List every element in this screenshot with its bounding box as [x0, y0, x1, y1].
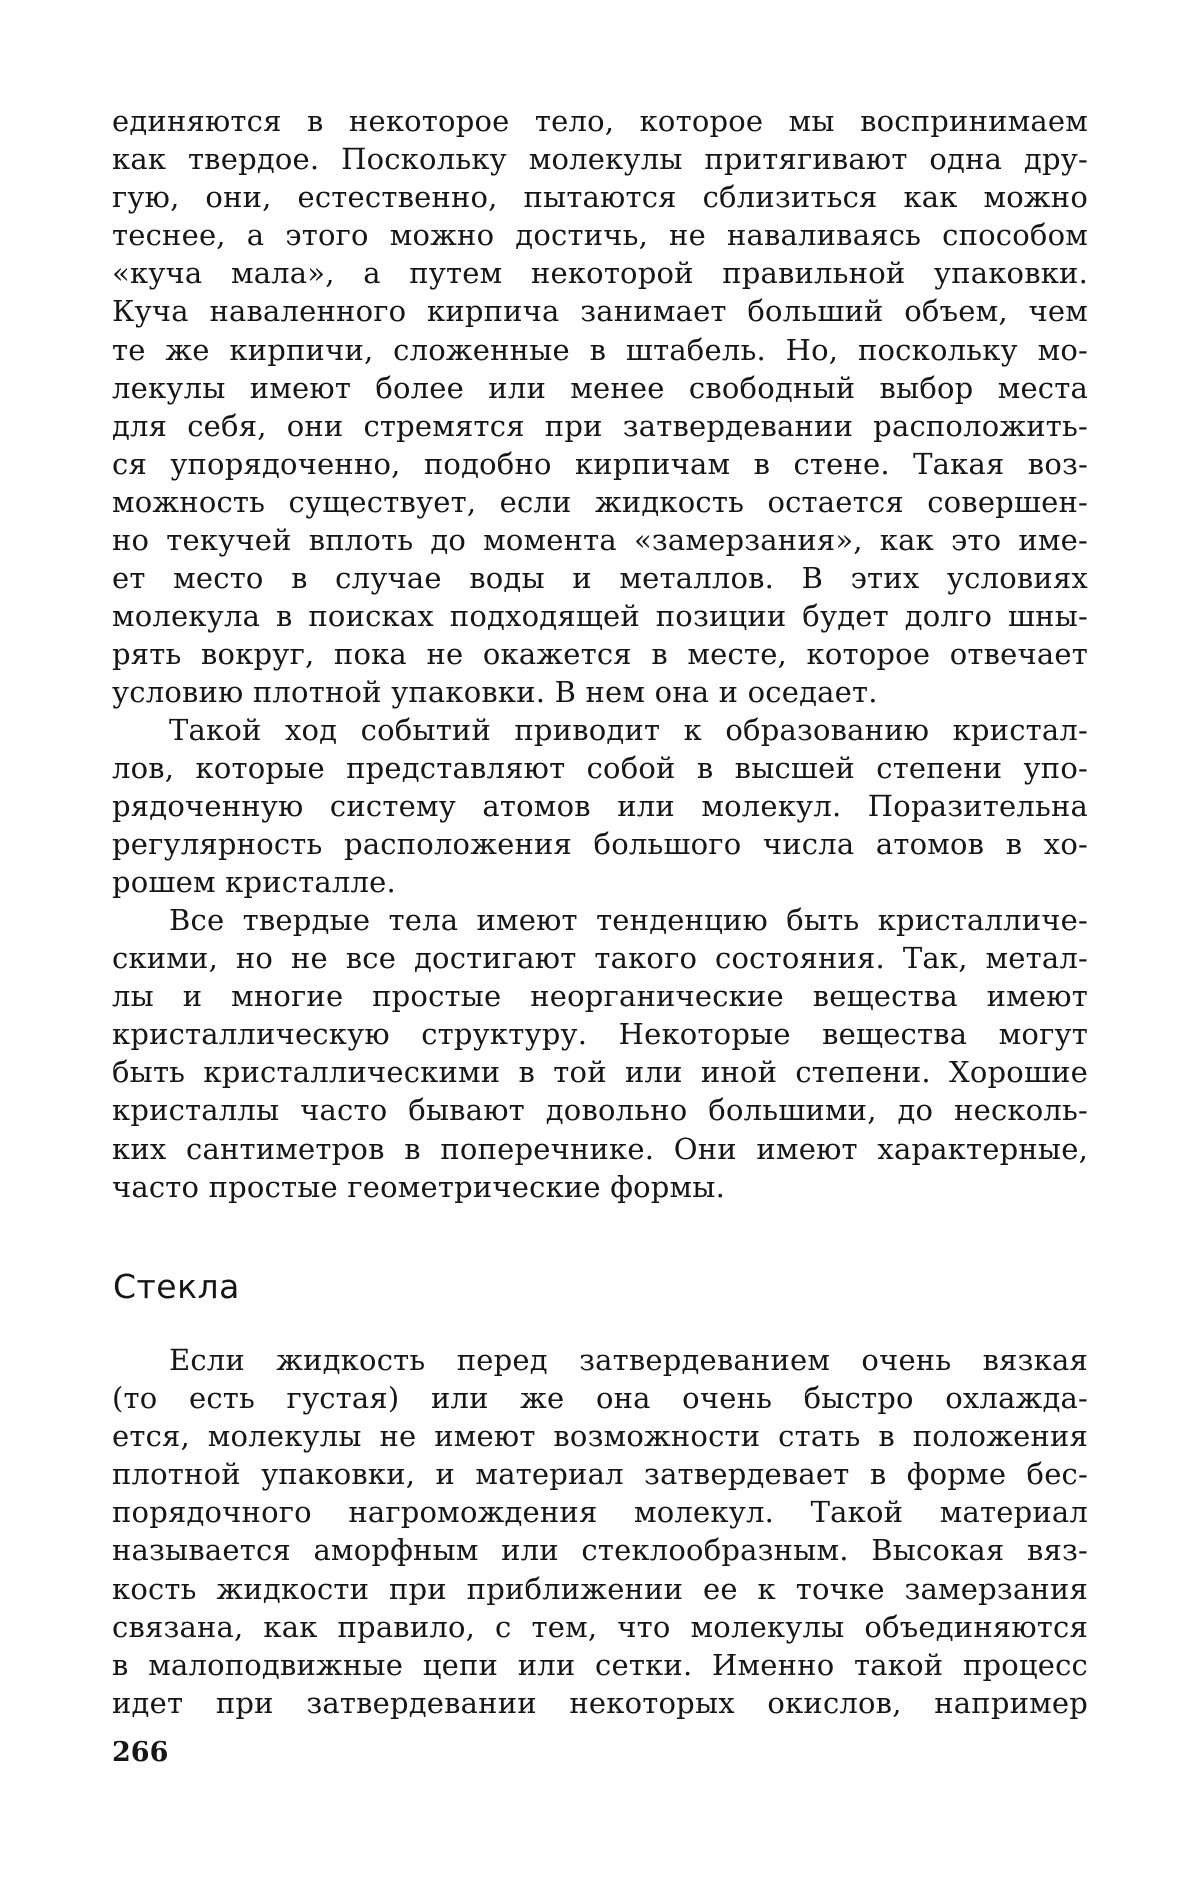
text-line: но текучей вплоть до момента «замерзания», как это име- [112, 521, 1088, 559]
text-line: часто простые геометрические формы. [112, 1168, 1088, 1206]
text-line: «куча мала», а путем некоторой правильной упаковки. [112, 254, 1088, 292]
paragraph-continuation [112, 102, 1088, 712]
text-line: ется, молекулы не имеют возможности стать в положения [112, 1417, 1088, 1455]
text-line: рядоченную систему атомов или молекул. Поразительна [112, 787, 1088, 825]
text-line: (то есть густая) или же она очень быстро охлажда- [112, 1379, 1088, 1417]
text-line: теснее, а этого можно достичь, не наваливаясь способом [112, 216, 1088, 254]
paragraph-glass [112, 1341, 1088, 1722]
text-line: кристаллы часто бывают довольно большими, до несколь- [112, 1091, 1088, 1129]
text-line: быть кристаллическими в той или иной степени. Хорошие [112, 1053, 1088, 1091]
paragraph-solids [112, 901, 1088, 1206]
text-line: в малоподвижные цепи или сетки. Именно такой процесс [112, 1646, 1088, 1684]
text-line: идет при затвердевании некоторых окислов, например [112, 1684, 1088, 1722]
text-line: регулярность расположения большого числа атомов в хо- [112, 825, 1088, 863]
text-line: рять вокруг, пока не окажется в месте, которое отвечает [112, 635, 1088, 673]
text-line: для себя, они стремятся при затвердевании расположить- [112, 407, 1088, 445]
text-line: ет место в случае воды и металлов. В этих условиях [112, 559, 1088, 597]
text-line: Такой ход событий приводит к образованию кристал- [112, 711, 1088, 749]
text-line: Все твердые тела имеют тенденцию быть кристалличе- [112, 901, 1088, 939]
text-line: как твердое. Поскольку молекулы притягивают одна дру- [112, 140, 1088, 178]
text-line: молекула в поисках подходящей позиции будет долго шны- [112, 597, 1088, 635]
text-line: скими, но не все достигают такого состояния. Так, метал- [112, 939, 1088, 977]
text-line: плотной упаковки, и материал затвердевает в форме бес- [112, 1455, 1088, 1493]
text-line: единяются в некоторое тело, которое мы воспринимаем [112, 102, 1088, 140]
text-line: лекулы имеют более или менее свободный выбор места [112, 369, 1088, 407]
text-line: кость жидкости при приближении ее к точке замерзания [112, 1570, 1088, 1608]
text-line: те же кирпичи, сложенные в штабель. Но, поскольку мо- [112, 331, 1088, 369]
book-page [0, 0, 1200, 1895]
text-line: Куча наваленного кирпича занимает больший объем, чем [112, 292, 1088, 330]
text-line: гую, они, естественно, пытаются сблизиться как можно [112, 178, 1088, 216]
text-line: рошем кристалле. [112, 863, 1088, 901]
text-line: порядочного нагромождения молекул. Такой материал [112, 1493, 1088, 1531]
text-line: кристаллическую структуру. Некоторые вещества могут [112, 1015, 1088, 1053]
text-line: называется аморфным или стеклообразным. Высокая вяз- [112, 1531, 1088, 1569]
text-line: условию плотной упаковки. В нем она и оседает. [112, 673, 1088, 711]
text-line: ся упорядоченно, подобно кирпичам в стене. Такая воз- [112, 445, 1088, 483]
text-line: можность существует, если жидкость остается совершен- [112, 483, 1088, 521]
text-line: лы и многие простые неорганические вещества имеют [112, 977, 1088, 1015]
text-line: лов, которые представляют собой в высшей степени упо- [112, 749, 1088, 787]
text-line: Если жидкость перед затвердеванием очень вязкая [112, 1341, 1088, 1379]
paragraph-crystals [112, 711, 1088, 901]
page-number: 266 [112, 1737, 168, 1768]
text-line: ких сантиметров в поперечнике. Они имеют характерные, [112, 1130, 1088, 1168]
section-heading: Стекла [113, 1267, 240, 1306]
text-line: связана, как правило, с тем, что молекулы объединяются [112, 1608, 1088, 1646]
